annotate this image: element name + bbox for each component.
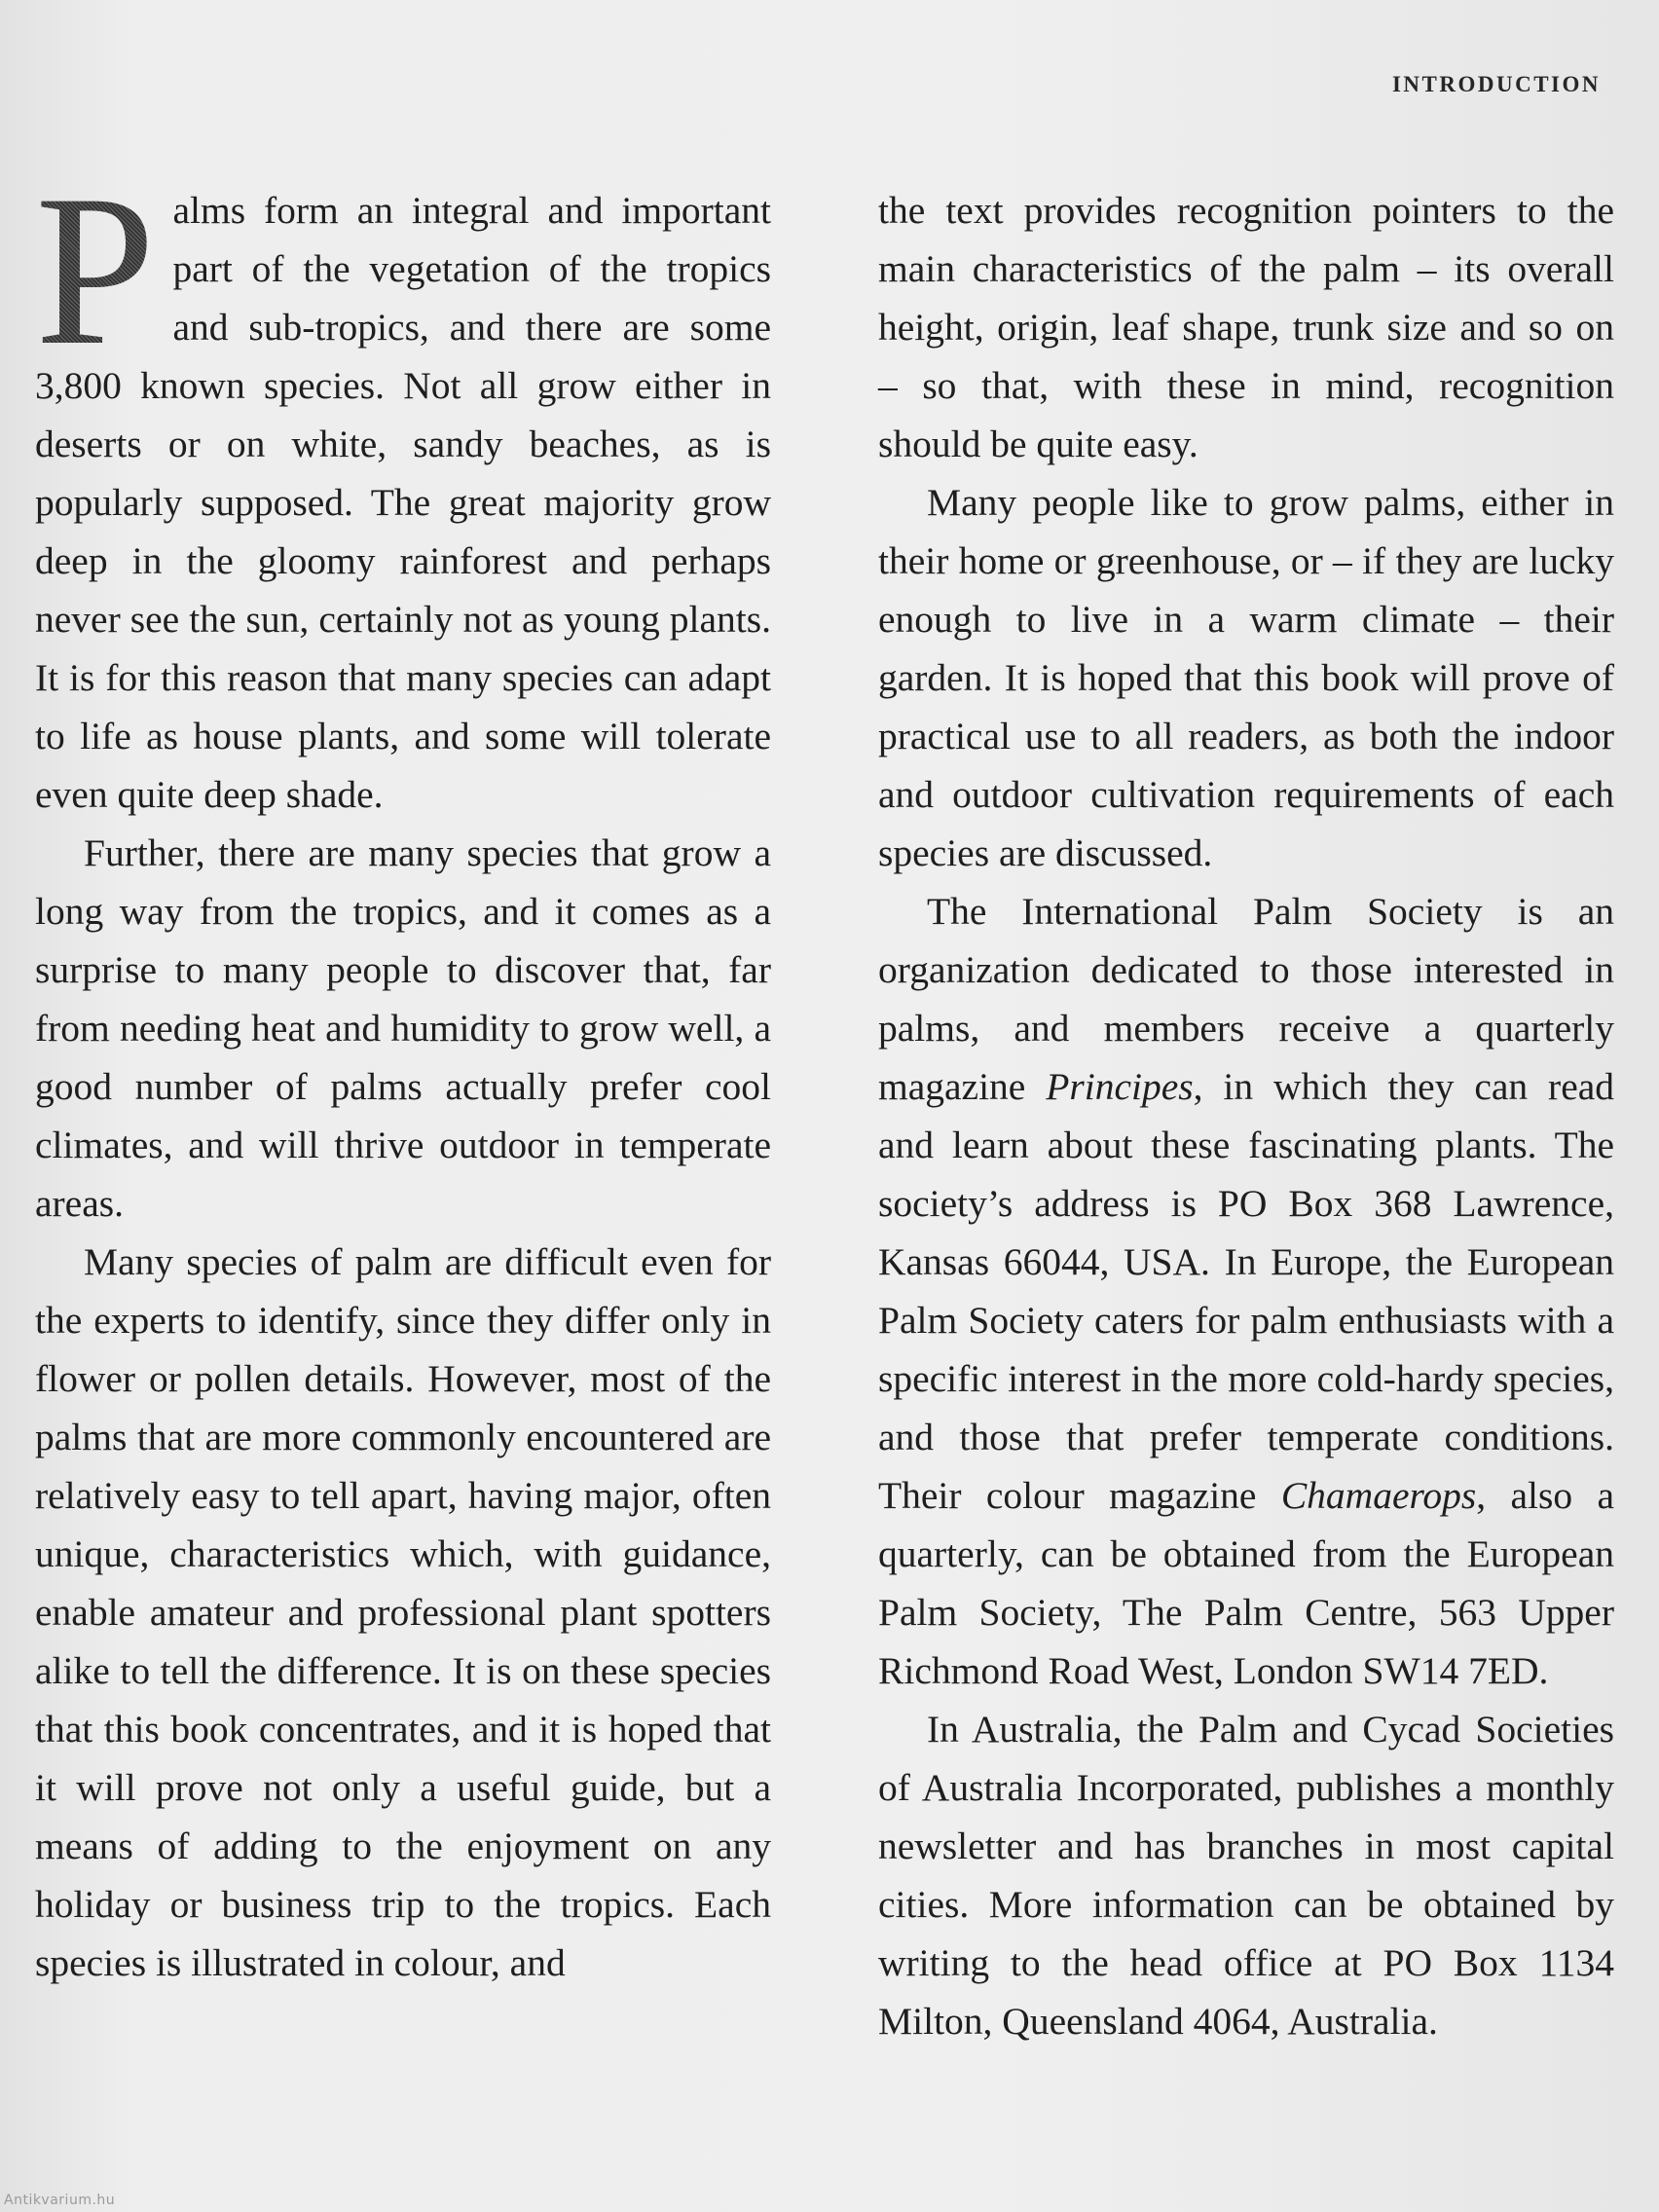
left-column	[35, 151, 771, 1992]
paragraph-3: Many species of palm are difficult even for the experts to identify, since they differ only in flower or pollen details. However, most of the palms that are more commonly encountered are relatively easy to tell apart, having major, often unique, characteristics which, with guidance, enable amateur and professional plant spotters alike to tell the difference. It is on these species that this book concentrates, and it is hoped that it will prove not only a useful guide, but a means of adding to the enjoyment on any holiday or business trip to the tropics. Each species is illustrated in colour, and	[35, 1240, 771, 1984]
paragraph-1-text: alms form an integral and important part of the vegetation of the tropics and sub-tropics, and there are some 3,800 known species. Not all grow either in deserts or on white, sandy beaches, as is popularly supposed. The great majority grow deep in the gloomy rainforest and perhaps never see the sun, certainly not as young plants. It is for this reason that many species can adapt to life as house plants, and some will tolerate even quite deep shade.	[35, 189, 771, 816]
drop-cap: P	[35, 151, 156, 390]
watermark: Antikvarium.hu	[4, 2193, 116, 2208]
paragraph-7: In Australia, the Palm and Cycad Societies of Australia Incorporated, publishes a monthly newsletter and has branches in most capital cities. More information can be obtained by writing to the head office at PO Box 1134 Milton, Queensland 4064, Australia.	[878, 1708, 1614, 2043]
paragraph-6-text-b: , in which they can read and learn about these fascinating plants. The society’s address is PO Box 368 Lawrence, Kansas 66044, USA. In Europe, the European Palm Society caters for palm enthusiasts with a specific interest in the more cold-hardy species, and those that prefer temperate conditions. Their colour magazine	[878, 1065, 1615, 1517]
paragraph-6	[878, 882, 1614, 1700]
paragraph-6-text-c: , also a quarterly, can be obtained from the European Palm Society, The Palm Centre, 563 Upper Richmond Road West, London SW14 7ED.	[878, 1474, 1614, 1692]
paragraph-1	[35, 151, 771, 824]
paragraph-2: Further, there are many species that grow a long way from the tropics, and it comes as a surprise to many people to discover that, far from needing heat and humidity to grow well, a good number of palms actually prefer cool climates, and will thrive outdoor in temperate areas.	[35, 831, 771, 1225]
paragraph-4: the text provides recognition pointers to the main characteristics of the palm – its overall height, origin, leaf shape, trunk size and so on – so that, with these in mind, recognition should be quite easy.	[878, 189, 1614, 465]
magazine-title-chamaerops: Chamaerops	[1280, 1474, 1477, 1517]
magazine-title-principes: Principes	[1046, 1065, 1194, 1108]
paragraph-5: Many people like to grow palms, either in their home or greenhouse, or – if they are lucky enough to live in a warm climate – their garden. It is hoped that this book will prove of practical use to all readers, as both the indoor and outdoor cultivation requirements of each species are discussed.	[878, 481, 1614, 874]
paragraph-6-text-a: The International Palm Society is an organization dedicated to those interested in palms, and members receive a quarterly magazine	[878, 890, 1614, 1108]
right-column	[878, 181, 1614, 2050]
running-head: INTRODUCTION	[1391, 72, 1601, 96]
